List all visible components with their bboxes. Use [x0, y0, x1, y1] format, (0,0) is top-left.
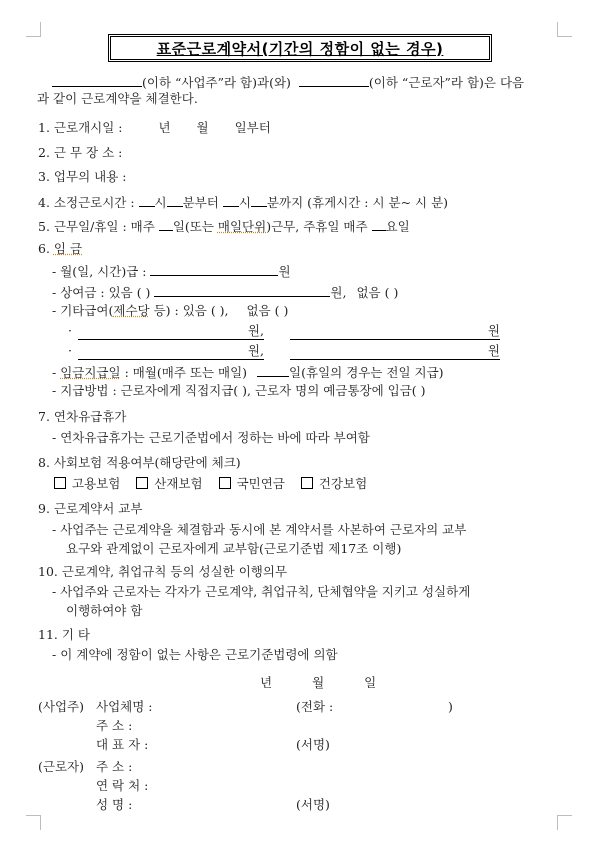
- item-social-insurance: 8. 사회보험 적용여부(해당란에 체크): [38, 455, 241, 470]
- workdays-blank[interactable]: [159, 217, 173, 231]
- item-wage: 6. 임 금: [38, 241, 83, 256]
- faithful-performance-desc-1: - 사업주와 근로자는 각자가 근로계약, 취업규칙, 단체협약을 지키고 성실하게: [52, 584, 471, 599]
- page-title: 표준근로계약서(기간의 정함이 없는 경우): [156, 39, 444, 58]
- item-contract-delivery: 9. 근로계약서 교부: [38, 501, 143, 516]
- insurance-option-employment[interactable]: 고용보험: [54, 476, 120, 491]
- worker-signature[interactable]: (서명): [296, 797, 330, 812]
- title-box: [108, 34, 492, 62]
- start-minute-blank[interactable]: [167, 193, 183, 207]
- corner-mark-bottom-right: [557, 815, 572, 830]
- checkbox-icon: [219, 477, 231, 489]
- wage-bonus: - 상여금 : 있음 ( ) 원, 없음 ( ): [52, 285, 399, 300]
- employer-rep-label: 대 표 자 :: [96, 737, 149, 752]
- contract-date: 년 월 일: [260, 675, 377, 690]
- checkbox-icon: [301, 477, 313, 489]
- wage-payday: - 임금지급일 : 매월(매주 또는 매일) 일(휴일의 경우는 전일 지급): [52, 365, 444, 380]
- bonus-amount-blank[interactable]: [154, 283, 330, 297]
- employer-address-label: 주 소 :: [96, 718, 133, 733]
- checkbox-icon: [54, 477, 66, 489]
- employer-phone-close: ): [448, 699, 453, 714]
- intro-line-1: (이하 “사업주”라 함)과(와) (이하 “근로자”라 함)은 다음: [52, 73, 524, 91]
- employer-role: (사업주): [38, 699, 84, 714]
- item-job-description: 3. 업무의 내용 :: [38, 169, 127, 184]
- end-hour-blank[interactable]: [223, 193, 239, 207]
- other-wage-left-2[interactable]: 원,: [78, 343, 264, 360]
- item-workdays: 5. 근무일/휴일 : 매주 일(또는 매일단위)근무, 주휴일 매주 요일: [38, 219, 410, 234]
- annual-leave-desc: - 연차유급휴가는 근로기준법에서 정하는 바에 따라 부여함: [52, 430, 370, 445]
- other-wage-row-1: · 원, 원: [68, 323, 500, 338]
- checkbox-icon: [136, 477, 148, 489]
- employer-name-blank[interactable]: [52, 73, 142, 87]
- end-minute-blank[interactable]: [251, 193, 267, 207]
- wage-other: - 기타급여(제수당 등) : 있음 ( ), 없음 ( ): [52, 303, 289, 318]
- item-faithful-performance: 10. 근로계약, 취업규칙 등의 성실한 이행의무: [38, 564, 288, 579]
- other-wage-right-2[interactable]: 원: [290, 343, 500, 360]
- wage-method: - 지급방법 : 근로자에게 직접지급( ), 근로자 명의 예금통장에 입금( ): [52, 383, 426, 398]
- weekly-holiday-blank[interactable]: [372, 217, 386, 231]
- other-wage-left-1[interactable]: 원,: [78, 323, 264, 340]
- employer-phone-label: (전화 :: [296, 699, 334, 714]
- payday-blank[interactable]: [257, 363, 289, 377]
- item-annual-leave: 7. 연차유급휴가: [38, 409, 127, 424]
- worker-contact-label: 연 락 처 :: [96, 778, 149, 793]
- corner-mark-top-right: [557, 22, 572, 37]
- insurance-option-national-pension[interactable]: 국민연금: [219, 476, 285, 491]
- insurance-option-industrial-accident[interactable]: 산재보험: [136, 476, 202, 491]
- other-desc: - 이 계약에 정함이 없는 사항은 근로기준법령에 의함: [52, 647, 338, 662]
- monthly-wage-blank[interactable]: [150, 262, 278, 276]
- corner-mark-bottom-left: [26, 815, 41, 830]
- faithful-performance-desc-2: 이행하여야 함: [66, 603, 143, 618]
- worker-address-label: 주 소 :: [96, 759, 133, 774]
- worker-name-label: 성 명 :: [96, 797, 133, 812]
- wage-monthly: - 월(일, 시간)급 : 원: [52, 264, 291, 279]
- social-insurance-options: [54, 476, 367, 492]
- corner-mark-top-left: [26, 22, 41, 37]
- intro-line-2: 과 같이 근로계약을 체결한다.: [37, 91, 198, 106]
- employer-company-label: 사업체명 :: [96, 699, 153, 714]
- item-workplace: 2. 근 무 장 소 :: [38, 145, 123, 160]
- start-hour-blank[interactable]: [139, 193, 155, 207]
- other-wage-row-2: · 원, 원: [68, 343, 500, 358]
- worker-name-blank[interactable]: [299, 73, 369, 87]
- item-working-hours: 4. 소정근로시간 : 시 분부터 시 분까지 (휴게시간 : 시 분~ 시 분): [38, 195, 449, 210]
- other-wage-right-1[interactable]: 원: [290, 323, 500, 340]
- insurance-option-health[interactable]: 건강보험: [301, 476, 367, 491]
- item-start-date: 1. 근로개시일 : 년 월 일부터: [38, 120, 271, 135]
- contract-delivery-desc-2: 요구와 관계없이 근로자에게 교부함(근로기준법 제17조 이행): [66, 541, 402, 556]
- item-other: 11. 기 타: [38, 627, 90, 642]
- worker-role: (근로자): [38, 759, 84, 774]
- employer-signature[interactable]: (서명): [296, 737, 330, 752]
- contract-delivery-desc-1: - 사업주는 근로계약을 체결함과 동시에 본 계약서를 사본하여 근로자의 교부: [52, 522, 467, 537]
